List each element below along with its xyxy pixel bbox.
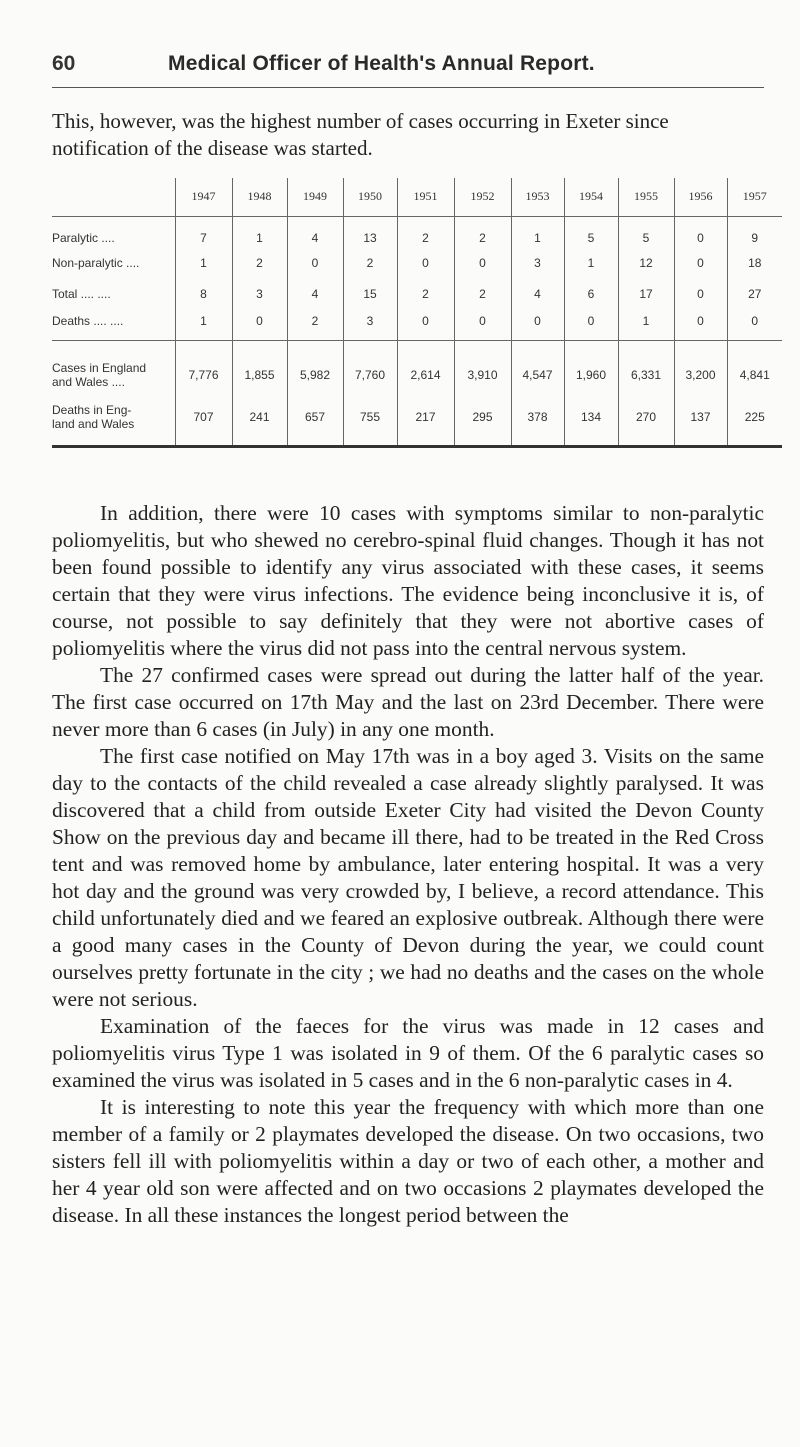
row-label bbox=[52, 340, 175, 389]
year-header: 1947 bbox=[175, 178, 232, 216]
table-cell: 4 bbox=[287, 278, 343, 309]
paragraph: In addition, there were 10 cases with symptoms similar to non-paralytic poliomyelitis, but who shewed no cerebro-spinal fluid changes. Though it has not been found possible to identify any virus associated with these cases, it seems certain that they were virus infections. The evidence being inconclusive it is, of course, not possible to say definitely that they were not abortive cases of poliomyelitis where the virus did not pass into the central nervous system. bbox=[52, 501, 764, 660]
table-cell: 2 bbox=[397, 216, 454, 247]
table-cell: 0 bbox=[674, 278, 727, 309]
table-cell: 2,614 bbox=[397, 340, 454, 389]
year-header: 1949 bbox=[287, 178, 343, 216]
table-row bbox=[52, 389, 782, 447]
table-cell: 3 bbox=[232, 278, 287, 309]
table-cell: 7,776 bbox=[175, 340, 232, 389]
table-cell: 8 bbox=[175, 278, 232, 309]
table-cell: 225 bbox=[727, 389, 782, 447]
table-cell: 1 bbox=[232, 216, 287, 247]
table-cell: 3,910 bbox=[454, 340, 511, 389]
row-label: Deaths .... .... bbox=[52, 309, 175, 340]
year-header: 1953 bbox=[511, 178, 564, 216]
table-cell: 0 bbox=[511, 309, 564, 340]
table-cell: 17 bbox=[618, 278, 674, 309]
body-text bbox=[52, 500, 764, 1229]
table-cell: 6,331 bbox=[618, 340, 674, 389]
table-cell: 4,547 bbox=[511, 340, 564, 389]
year-header: 1956 bbox=[674, 178, 727, 216]
intro-paragraph: This, however, was the highest number of cases occurring in Exeter since notification of the disease was started. bbox=[52, 109, 669, 160]
paragraph: It is interesting to note this year the frequency with which more than one member of a family or 2 playmates developed the disease. On two occasions, two sisters fell ill with poliomyelitis within a day or two of each other, a mother and her 4 year old son were affected and on two occasions 2 playmates developed the disease. In all these instances the longest period between the bbox=[52, 1095, 764, 1227]
table-cell: 4 bbox=[287, 216, 343, 247]
table-row bbox=[52, 216, 782, 247]
row-label bbox=[52, 389, 175, 447]
table-cell: 6 bbox=[564, 278, 618, 309]
table-cell: 707 bbox=[175, 389, 232, 447]
year-header: 1955 bbox=[618, 178, 674, 216]
table-cell: 0 bbox=[232, 309, 287, 340]
year-header: 1950 bbox=[343, 178, 397, 216]
row-label-line: Deaths in Eng- bbox=[52, 402, 132, 417]
page-header bbox=[52, 52, 764, 82]
table-cell: 1,960 bbox=[564, 340, 618, 389]
table-cell: 3,200 bbox=[674, 340, 727, 389]
table-cell: 18 bbox=[727, 247, 782, 278]
table-cell: 1 bbox=[175, 247, 232, 278]
table-cell: 0 bbox=[674, 216, 727, 247]
year-header-row bbox=[52, 178, 782, 216]
table-cell: 3 bbox=[511, 247, 564, 278]
table-cell: 12 bbox=[618, 247, 674, 278]
table-cell: 0 bbox=[454, 247, 511, 278]
year-header: 1957 bbox=[727, 178, 782, 216]
paragraph: Examination of the faeces for the virus was made in 12 cases and poliomyelitis virus Type 1 was isolated in 9 of them. Of the 6 paralytic cases so examined the virus was isolated in 5 cases and in the 6 non-paralytic cases in 4. bbox=[52, 1014, 764, 1092]
corner-cell bbox=[52, 178, 175, 216]
table-cell: 657 bbox=[287, 389, 343, 447]
table-cell: 2 bbox=[397, 278, 454, 309]
table-cell: 295 bbox=[454, 389, 511, 447]
year-header: 1951 bbox=[397, 178, 454, 216]
year-header: 1954 bbox=[564, 178, 618, 216]
table-cell: 2 bbox=[287, 309, 343, 340]
table-cell: 1 bbox=[175, 309, 232, 340]
table-cell: 2 bbox=[343, 247, 397, 278]
table-row bbox=[52, 278, 782, 309]
row-label: Non-paralytic .... bbox=[52, 255, 140, 270]
table-cell: 4,841 bbox=[727, 340, 782, 389]
table-cell: 7,760 bbox=[343, 340, 397, 389]
header-rule bbox=[52, 87, 764, 88]
table-row bbox=[52, 247, 782, 278]
table-cell: 5 bbox=[564, 216, 618, 247]
table-cell: 0 bbox=[287, 247, 343, 278]
table-cell: 0 bbox=[727, 309, 782, 340]
table-cell: 0 bbox=[397, 309, 454, 340]
year-header: 1952 bbox=[454, 178, 511, 216]
table-row bbox=[52, 309, 782, 340]
table-cell: 270 bbox=[618, 389, 674, 447]
table-cell: 0 bbox=[674, 247, 727, 278]
row-label-line: land and Wales bbox=[52, 416, 135, 431]
table-cell: 3 bbox=[343, 309, 397, 340]
table-cell: 217 bbox=[397, 389, 454, 447]
table-cell: 1 bbox=[511, 216, 564, 247]
table-cell: 0 bbox=[454, 309, 511, 340]
table-cell: 0 bbox=[674, 309, 727, 340]
page-number: 60 bbox=[52, 52, 76, 75]
table-cell: 2 bbox=[454, 278, 511, 309]
table-cell: 755 bbox=[343, 389, 397, 447]
year-header: 1948 bbox=[232, 178, 287, 216]
table-cell: 1,855 bbox=[232, 340, 287, 389]
table-cell: 241 bbox=[232, 389, 287, 447]
table-cell: 9 bbox=[727, 216, 782, 247]
row-label: Paralytic .... bbox=[52, 230, 115, 245]
table-cell: 5 bbox=[618, 216, 674, 247]
row-label: Total .... .... bbox=[52, 286, 111, 301]
table-cell: 378 bbox=[511, 389, 564, 447]
table-cell: 7 bbox=[175, 216, 232, 247]
table-cell: 4 bbox=[511, 278, 564, 309]
table-cell: 5,982 bbox=[287, 340, 343, 389]
table-cell: 2 bbox=[454, 216, 511, 247]
table-row bbox=[52, 340, 782, 389]
table-cell: 15 bbox=[343, 278, 397, 309]
running-title: Medical Officer of Health's Annual Report. bbox=[168, 52, 595, 75]
row-label-line: Cases in England bbox=[52, 360, 147, 375]
paragraph: The 27 confirmed cases were spread out during the latter half of the year. The first case occurred on 17th May and the last on 23rd December. There were never more than 6 cases (in July) in any one month. bbox=[52, 663, 764, 741]
table-cell: 13 bbox=[343, 216, 397, 247]
table-cell: 134 bbox=[564, 389, 618, 447]
table-cell: 0 bbox=[564, 309, 618, 340]
poliomyelitis-table bbox=[52, 178, 782, 448]
table-cell: 1 bbox=[618, 309, 674, 340]
table-cell: 27 bbox=[727, 278, 782, 309]
row-label-line: and Wales .... bbox=[52, 374, 125, 389]
table-cell: 137 bbox=[674, 389, 727, 447]
table-cell: 1 bbox=[564, 247, 618, 278]
table-cell: 0 bbox=[397, 247, 454, 278]
table-cell: 2 bbox=[232, 247, 287, 278]
paragraph: The first case notified on May 17th was in a boy aged 3. Visits on the same day to the contacts of the child revealed a case already slightly paralysed. It was discovered that a child from outside Exeter City had visited the Devon County Show on the previous day and became ill there, had to be treated in the Red Cross tent and was removed home by ambulance, later entering hospital. It was a very hot day and the ground was very crowded by, I believe, a record attendance. This child unfortunately died and we feared an explosive outbreak. Although there were a good many cases in the County of Devon during the year, we could count ourselves pretty fortunate in the city ; we had no deaths and the cases on the whole were not serious. bbox=[52, 744, 764, 1011]
